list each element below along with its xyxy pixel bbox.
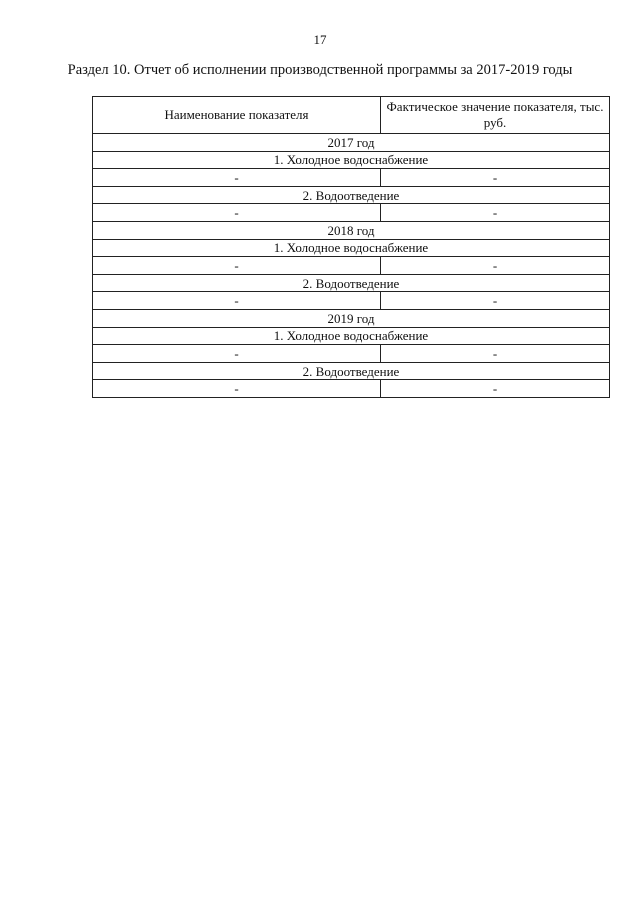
- group-label: 1. Холодное водоснабжение: [93, 327, 610, 345]
- value-cell: -: [381, 345, 610, 363]
- table-row: [93, 257, 610, 275]
- group-row: [93, 239, 610, 257]
- year-label: 2017 год: [93, 134, 610, 152]
- table-row: [93, 292, 610, 310]
- report-table: [92, 96, 610, 398]
- indicator-cell: -: [93, 204, 381, 222]
- group-label: 1. Холодное водоснабжение: [93, 151, 610, 169]
- indicator-cell: -: [93, 257, 381, 275]
- section-title: Раздел 10. Отчет об исполнении производственной программы за 2017-2019 годы: [67, 62, 573, 78]
- year-row: [93, 134, 610, 152]
- value-cell: -: [381, 292, 610, 310]
- group-row: [93, 186, 610, 204]
- year-label: 2019 год: [93, 309, 610, 327]
- indicator-cell: -: [93, 292, 381, 310]
- page-number: 17: [313, 32, 327, 47]
- value-cell: -: [381, 204, 610, 222]
- group-label: 1. Холодное водоснабжение: [93, 239, 610, 257]
- group-row: [93, 362, 610, 380]
- table-row: [93, 345, 610, 363]
- year-label: 2018 год: [93, 221, 610, 239]
- group-label: 2. Водоотведение: [93, 186, 610, 204]
- group-row: [93, 327, 610, 345]
- header-row: [93, 97, 610, 134]
- table-row: [93, 204, 610, 222]
- year-row: [93, 309, 610, 327]
- indicator-cell: -: [93, 345, 381, 363]
- table-row: [93, 169, 610, 187]
- table-row: [93, 380, 610, 398]
- group-row: [93, 151, 610, 169]
- group-label: 2. Водоотведение: [93, 362, 610, 380]
- indicator-cell: -: [93, 169, 381, 187]
- year-row: [93, 221, 610, 239]
- value-cell: -: [381, 380, 610, 398]
- group-label: 2. Водоотведение: [93, 274, 610, 292]
- header-indicator-name: Наименование показателя: [93, 97, 381, 134]
- value-cell: -: [381, 169, 610, 187]
- group-row: [93, 274, 610, 292]
- header-actual-value: Фактическое значение показателя, тыс. руб.: [381, 97, 610, 134]
- value-cell: -: [381, 257, 610, 275]
- indicator-cell: -: [93, 380, 381, 398]
